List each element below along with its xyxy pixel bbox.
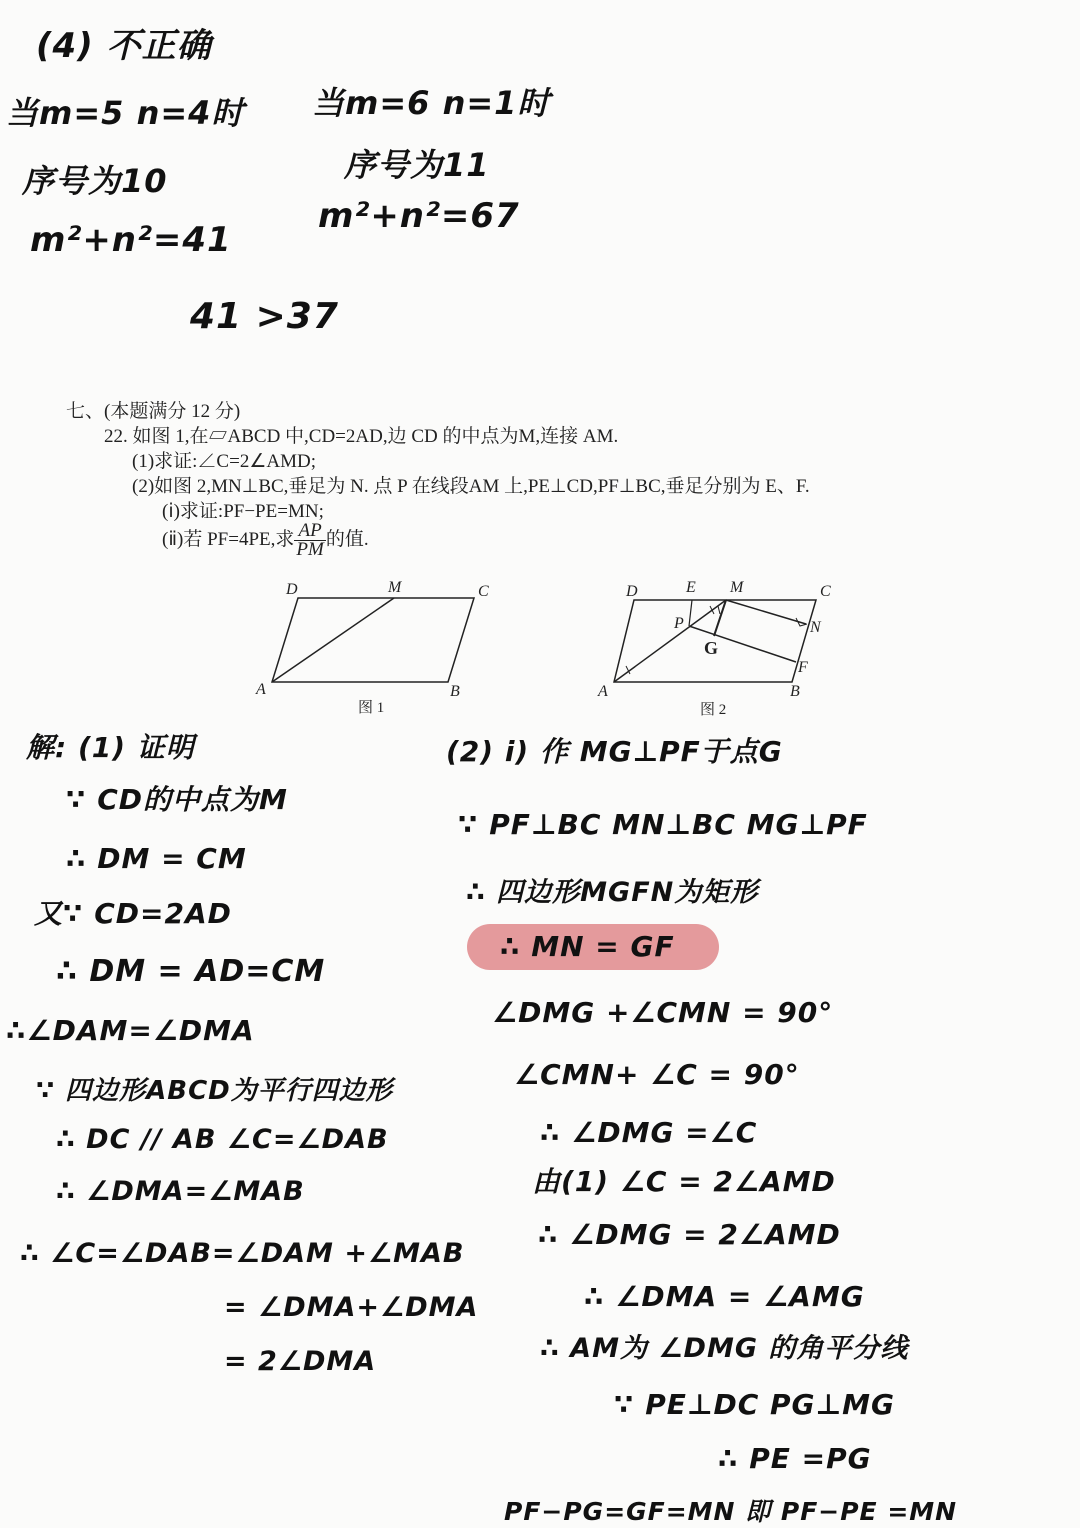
fig2-label-P: P — [674, 615, 684, 632]
ratio-fraction — [294, 522, 325, 559]
sol-right-line-7: ∴ ∠DMG =∠C — [540, 1116, 758, 1149]
fig2-label-C: C — [820, 583, 831, 600]
fig1-label-D: D — [286, 581, 298, 598]
fig2-label-F: F — [798, 659, 808, 676]
figure-1-parallelogram — [250, 570, 510, 720]
figure-2-parallelogram — [590, 570, 850, 720]
hw-comparison: 41 >37 — [190, 296, 339, 337]
sol-right-line-6: ∠CMN+ ∠C = 90° — [514, 1058, 800, 1091]
hw-case2-equation: m²+n²=67 — [318, 196, 520, 236]
hw-part4-heading: (4) 不正确 — [36, 26, 212, 66]
problem-part2-i: (ⅰ)求证:PF−PE=MN; — [162, 501, 324, 522]
sol-left-line-4: 又∵ CD=2AD — [34, 897, 232, 930]
fig1-label-B: B — [450, 683, 460, 700]
fig2-label-G: G — [704, 638, 719, 658]
fig2-label-M: M — [730, 579, 744, 596]
sol-left-line-11: = ∠DMA+∠DMA — [224, 1292, 479, 1323]
problem-part1: (1)求证:∠C=2∠AMD; — [132, 451, 316, 472]
fig2-label-D: D — [626, 583, 638, 600]
sol-right-line-14: PF−PG=GF=MN 即 PF−PE =MN — [504, 1497, 958, 1526]
fraction-numerator: AP — [294, 522, 325, 541]
sol-right-line-11: ∴ AM为 ∠DMG 的角平分线 — [540, 1333, 909, 1364]
hw-case2-condition: 当m=6 n=1时 — [312, 84, 551, 122]
sol-left-line-5: ∴ DM = AD=CM — [56, 954, 326, 989]
sol-right-line-10: ∴ ∠DMA = ∠AMG — [584, 1280, 865, 1313]
fraction-denominator: PM — [296, 539, 324, 560]
fig2-label-A: A — [598, 683, 608, 700]
sol-left-line-6: ∴∠DAM=∠DMA — [6, 1014, 255, 1047]
hw-case2-sequence: 序号为11 — [344, 146, 490, 184]
problem-section: 七、(本题满分 12 分) — [66, 401, 241, 422]
sol-right-line-2: ∵ PF⊥BC MN⊥BC MG⊥PF — [458, 808, 868, 841]
fig2-label-B: B — [790, 683, 800, 700]
problem-question: 22. 如图 1,在▱ABCD 中,CD=2AD,边 CD 的中点为M,连接 AM. — [104, 426, 619, 447]
sol-left-line-9: ∴ ∠DMA=∠MAB — [56, 1176, 305, 1207]
hw-case1-sequence: 序号为10 — [22, 162, 168, 200]
sol-left-line-10: ∴ ∠C=∠DAB=∠DAM +∠MAB — [20, 1238, 465, 1269]
sol-right-line-13: ∴ PE =PG — [718, 1442, 872, 1475]
sol-left-line-2: ∵ CD的中点为M — [66, 783, 288, 816]
problem-part2: (2)如图 2,MN⊥BC,垂足为 N. 点 P 在线段AM 上,PE⊥CD,PF⊥BC,垂足分别为 E、F. — [132, 476, 810, 497]
hw-case1-equation: m²+n²=41 — [30, 220, 232, 260]
sol-right-line-5: ∠DMG +∠CMN = 90° — [492, 996, 834, 1029]
sol-left-line-1: 解: (1) 证明 — [26, 731, 195, 764]
fig1-caption: 图 1 — [358, 700, 385, 716]
sol-left-line-7: ∵ 四边形ABCD为平行四边形 — [36, 1076, 393, 1106]
fig1-label-M: M — [388, 579, 402, 596]
fig2-caption: 图 2 — [700, 702, 727, 718]
problem-part2-ii — [162, 522, 369, 559]
sol-left-line-12: = 2∠DMA — [224, 1346, 377, 1377]
sol-right-line-4: ∴ MN = GF — [500, 930, 675, 963]
sol-right-line-9: ∴ ∠DMG = 2∠AMD — [538, 1218, 841, 1251]
sol-right-line-8: 由(1) ∠C = 2∠AMD — [532, 1165, 836, 1198]
fig1-label-A: A — [256, 681, 266, 698]
fig2-label-E: E — [686, 579, 696, 596]
sol-left-line-8: ∴ DC // AB ∠C=∠DAB — [56, 1124, 389, 1155]
sol-right-line-12: ∵ PE⊥DC PG⊥MG — [614, 1388, 895, 1421]
hw-case1-condition: 当m=5 n=4时 — [6, 94, 245, 132]
sol-right-line-3: ∴ 四边形MGFN为矩形 — [466, 877, 759, 908]
fig2-label-N: N — [810, 619, 821, 636]
fig1-label-C: C — [478, 583, 489, 600]
problem-part2-ii-post: 的值. — [325, 528, 369, 550]
sol-left-line-3: ∴ DM = CM — [66, 842, 247, 875]
sol-right-line-1: (2) ⅰ) 作 MG⊥PF于点G — [446, 735, 783, 768]
problem-part2-ii-pre: (ⅱ)若 PF=4PE,求 — [162, 528, 295, 550]
